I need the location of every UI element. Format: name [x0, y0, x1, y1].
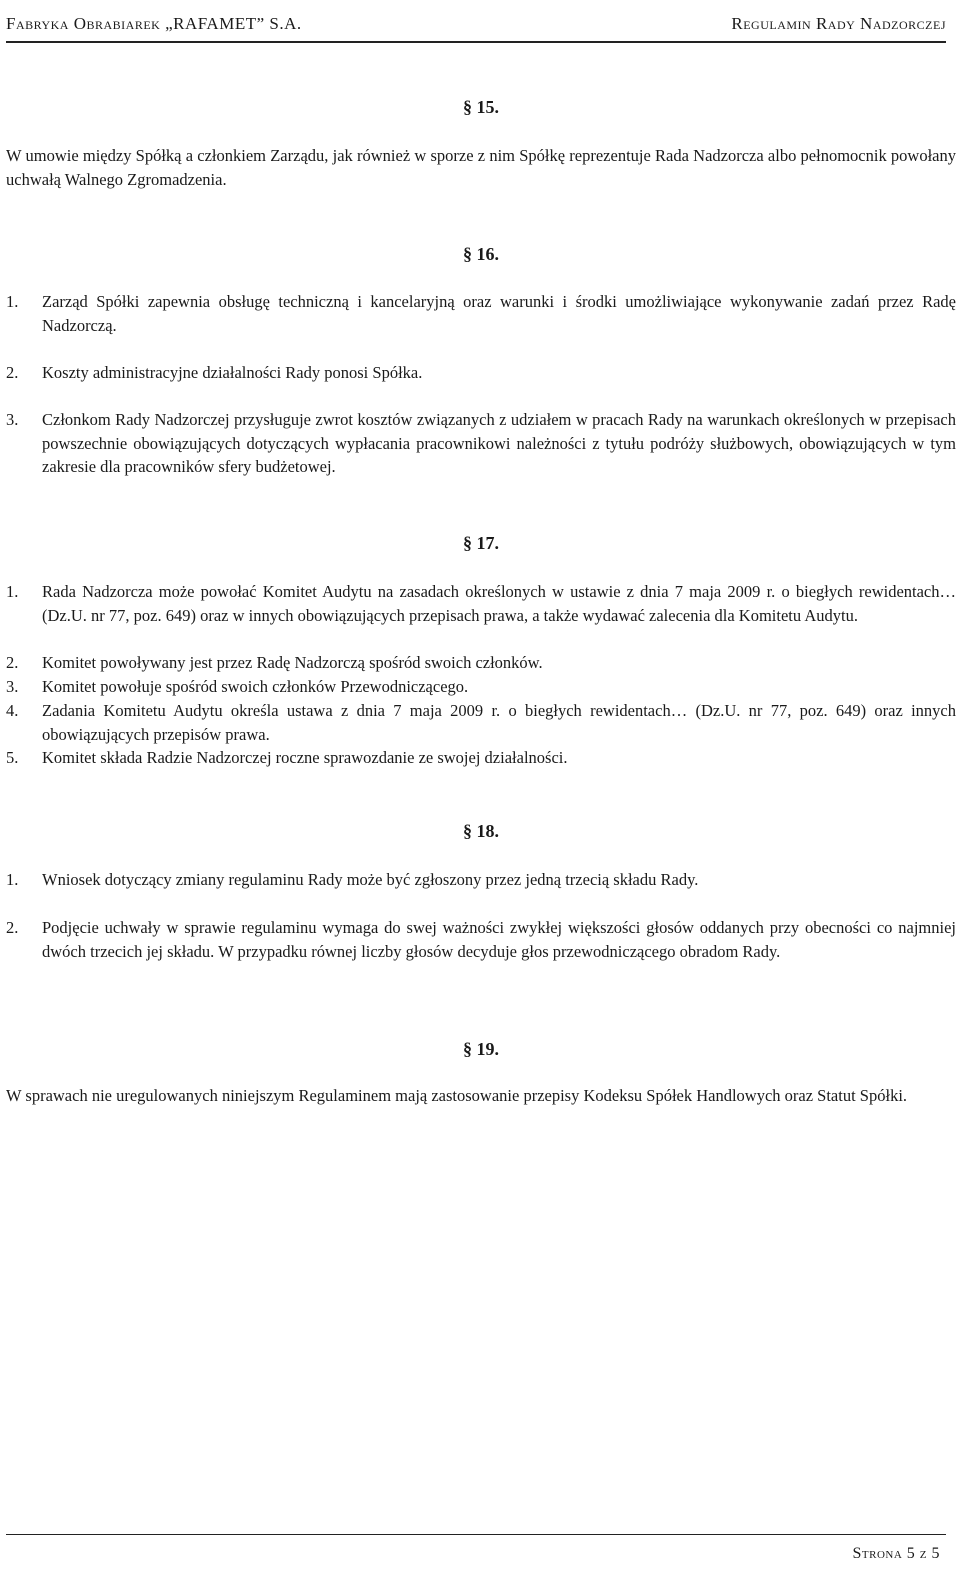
section-19-heading: § 19. [463, 1039, 499, 1059]
section-16-item [6, 361, 956, 385]
item-text: Komitet powoływany jest przez Radę Nadzorczą spośród swoich członków. [42, 653, 543, 672]
item-number: 4. [6, 701, 19, 720]
section-18-item [6, 868, 956, 892]
item-number: 5. [6, 748, 19, 767]
section-18-item [6, 916, 956, 963]
item-number: 2. [6, 918, 19, 937]
section-16-heading: § 16. [463, 244, 499, 264]
item-text: Zarząd Spółki zapewnia obsługę techniczną i kancelaryjną oraz warunki i środki umożliwiające wykonywanie zadań przez Radę Nadzorczą. [42, 292, 956, 335]
item-number: 2. [6, 363, 19, 382]
section-15-heading: § 15. [463, 97, 499, 117]
item-text: Koszty administracyjne działalności Rady ponosi Spółka. [42, 363, 423, 382]
item-text: Komitet powołuje spośród swoich członków Przewodniczącego. [42, 677, 469, 696]
item-number: 3. [6, 410, 19, 429]
footer-rule [6, 1534, 946, 1535]
header-document-title: Regulamin Rady Nadzorczej [731, 14, 946, 33]
section-17-item [6, 675, 956, 699]
item-number: 1. [6, 870, 19, 889]
page-header [6, 0, 946, 34]
page-number: Strona 5 z 5 [852, 1545, 940, 1562]
item-number: 3. [6, 677, 19, 696]
header-company: Fabryka Obrabiarek „RAFAMET” S.A. [6, 14, 302, 33]
section-16-item [6, 290, 956, 337]
item-number: 2. [6, 653, 19, 672]
section-17-item [6, 746, 956, 770]
item-text: Członkom Rady Nadzorczej przysługuje zwrot kosztów związanych z udziałem w pracach Rady na warunkach określonych w przepisach powszechnie obowiązujących dotyczących wypłacania pracownikowi należności z tytułu podróży służbowych, obowiązujących w tym zakresie dla pracowników sfery budżetowej. [42, 410, 956, 476]
item-text: Rada Nadzorcza może powołać Komitet Audytu na zasadach określonych w ustawie z dnia 7 maja 2009 r. o biegłych rewidentach… (Dz.U. nr 77, poz. 649) oraz w innych obowiązujących przepisach prawa, a także wydawać zalecenia dla Komitetu Audytu. [42, 582, 956, 625]
section-15-text: W umowie między Spółką a członkiem Zarządu, jak również w sporze z nim Spółkę reprezentuje Rada Nadzorcza albo pełnomocnik powołany uchwałą Walnego Zgromadzenia. [6, 146, 956, 189]
item-text: Komitet składa Radzie Nadzorczej roczne sprawozdanie ze swojej działalności. [42, 748, 568, 767]
section-17-item [6, 699, 956, 746]
item-text: Zadania Komitetu Audytu określa ustawa z dnia 7 maja 2009 r. o biegłych rewidentach… (Dz.U. nr 77, poz. 649) oraz innych obowiązujących przepisów prawa. [42, 701, 956, 744]
item-number: 1. [6, 582, 19, 601]
section-17-heading: § 17. [463, 533, 499, 553]
item-text: Podjęcie uchwały w sprawie regulaminu wymaga do swej ważności zwykłej większości głosów oddanych przy obecności co najmniej dwóch trzecich jej składu. W przypadku równej liczby głosów decyduje głos przewodniczącego obradom Rady. [42, 918, 956, 961]
section-17-item [6, 651, 956, 675]
section-17-item [6, 580, 956, 627]
header-rule [6, 41, 946, 43]
item-text: Wniosek dotyczący zmiany regulaminu Rady może być zgłoszony przez jedną trzecią składu Rady. [42, 870, 699, 889]
section-19-text: W sprawach nie uregulowanych niniejszym Regulaminem mają zastosowanie przepisy Kodeksu Spółek Handlowych oraz Statut Spółki. [6, 1086, 908, 1105]
section-16-item [6, 408, 956, 479]
section-18-heading: § 18. [463, 821, 499, 841]
item-number: 1. [6, 292, 19, 311]
